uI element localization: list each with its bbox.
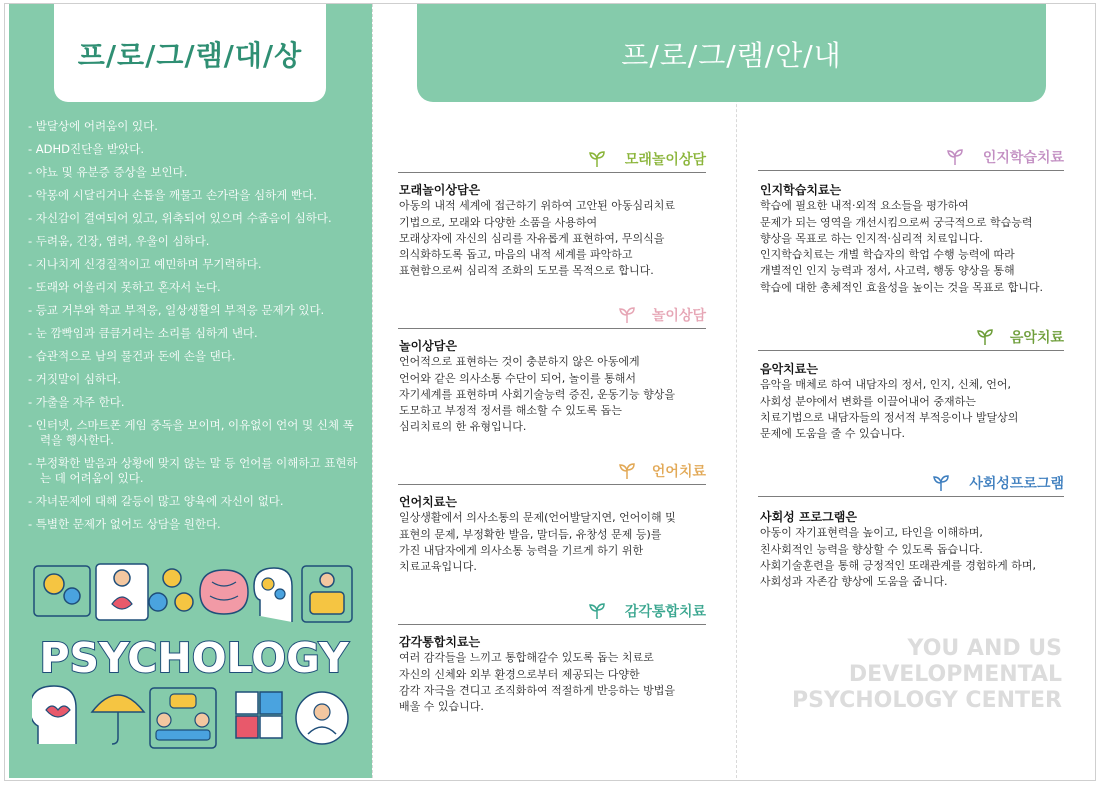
section-title: 사회성프로그램 — [969, 476, 1064, 492]
list-item: - 부정확한 발음과 상황에 맞지 않는 말 등 언어를 이해하고 표현하는 데 어려움이 있다. — [28, 456, 358, 485]
section-header-sandplay — [398, 146, 706, 173]
fold-line — [736, 4, 737, 778]
list-item: - 인터넷, 스마트폰 게임 중독을 보이며, 이유없이 언어 및 신체 폭력을 행사한다. — [28, 418, 354, 447]
section-body-sensory — [399, 634, 709, 715]
section-body-text: 아동의 내적 세계에 접근하기 위하여 고안된 아동심리치료 기법으로, 모래와 다양한 소품을 사용하여 모래상자에 자신의 심리를 자유롭게 표현하여, 무의식을 의식화하도록 돕고, 마음의 내적 세계를 파악하고 표현함으로써 심리적 조화의 도모를 목적으로 합니다. — [399, 199, 676, 278]
fold-line — [372, 4, 373, 778]
section-body-speech — [399, 494, 709, 575]
head-gears-icon — [254, 568, 292, 622]
section-body-title: 놀이상담은 — [399, 339, 457, 353]
section-body-title: 인지학습치료는 — [760, 183, 842, 197]
section-body-text: 아동이 자기표현력을 높이고, 타인을 이해하며, 친사회적인 능력을 향상할 수 있도록 돕습니다. 사회기술훈련을 통해 긍정적인 또래관계를 경험하게 하며, 사회성과 자존감 향상에 도움을 줍니다. — [760, 526, 1037, 589]
center-name: YOU AND US DEVELOPMENTAL PSYCHOLOGY CENTER — [791, 636, 1062, 713]
target-list — [28, 119, 358, 540]
section-body-title: 모래놀이상담은 — [399, 183, 481, 197]
emotion-faces-icon — [149, 569, 193, 611]
section-body-text: 여러 감각들을 느끼고 통합해갈수 있도록 돕는 치료로 자신의 신체와 외부 환경으로부터 제공되는 다양한 감각 자극을 견디고 조직화하여 적절하게 반응하는 방법을 배울 수 있습니다. — [399, 651, 676, 714]
section-header-sensory — [398, 598, 706, 625]
puzzle-icon — [236, 692, 282, 738]
person-target-icon — [296, 692, 348, 744]
heart-hands-icon — [96, 564, 148, 620]
sprout-icon — [588, 150, 606, 168]
list-item: - 등교 거부와 학교 부적응, 일상생활의 부적응 문제가 있다. — [28, 303, 325, 317]
right-title-banner — [417, 4, 1046, 102]
counseling-chat-icon — [150, 688, 216, 748]
section-header-music — [758, 324, 1064, 351]
list-item: - 또래와 어울리지 못하고 혼자서 논다. — [28, 280, 221, 294]
section-header-cognitive — [758, 144, 1064, 171]
list-item: - 악몽에 시달리거나 손톱을 깨물고 손가락을 심하게 빤다. — [28, 188, 317, 202]
section-body-text: 언어적으로 표현하는 것이 충분하지 않은 아동에게 언어와 같은 의사소통 수단이 되어, 놀이를 통해서 자기세계를 표현하며 사회기술능력 증진, 운동기능 향상을 도모하고 부정적 정서를 해소할 수 있도록 돕는 심리치료의 한 유형입니다. — [399, 355, 676, 434]
list-item: - 자신감이 결여되어 있고, 위축되어 있으며 수줍음이 심하다. — [28, 211, 332, 225]
list-item: - 야뇨 및 유분증 증상을 보인다. — [28, 165, 188, 179]
list-item: - 특별한 문제가 없어도 상담을 원한다. — [28, 517, 221, 531]
section-body-cognitive — [760, 182, 1070, 296]
section-body-title: 감각통합치료는 — [399, 635, 481, 649]
list-item: - 가출을 자주 한다. — [28, 395, 125, 409]
list-item: - 눈 깜빡임과 큼큼거리는 소리를 심하게 낸다. — [28, 326, 258, 340]
list-item: - 습관적으로 남의 물건과 돈에 손을 댄다. — [28, 349, 236, 363]
program-target-title: 프/로/그/램/대/상 — [77, 39, 303, 72]
section-body-title: 음악치료는 — [760, 362, 818, 376]
list-item: - 발달상에 어려움이 있다. — [28, 119, 158, 133]
section-title: 인지학습치료 — [982, 150, 1064, 166]
sprout-icon — [946, 148, 964, 166]
section-title: 음악치료 — [1009, 330, 1064, 346]
psychology-word: PSYCHOLOGY — [39, 634, 349, 682]
section-body-music — [760, 361, 1070, 442]
section-body-text: 일상생활에서 의사소통의 문제(언어발달지연, 언어이해 및 표현의 문제, 부정확한 발음, 말더듬, 유창성 문제 등)를 가진 내담자에게 의사소통 능력을 기르게 하기 위한 치료교육입니다. — [399, 511, 676, 574]
section-body-title: 언어치료는 — [399, 495, 457, 509]
section-body-text: 학습에 필요한 내적·외적 요소들을 평가하여 문제가 되는 영역을 개선시킴으로써 궁극적으로 학습능력 향상을 목표로 하는 인지적·심리적 치료입니다. 인지학습치료는 개별 학습자의 학업 수행 능력에 따라 개별적인 인지 능력과 정서, 사고력, 행동 양상을 통해 학습에 대한 총체적인 효율성을 높이는 것을 목표로 합니다. — [760, 199, 1043, 294]
list-item: - 거짓말이 심하다. — [28, 372, 121, 386]
person-armchair-icon — [302, 566, 352, 622]
section-header-speech — [398, 458, 706, 485]
list-item: - 지나치게 신경질적이고 예민하며 무기력하다. — [28, 257, 262, 271]
section-title: 감각통합치료 — [624, 604, 706, 620]
list-item: - ADHD진단을 받았다. — [28, 142, 144, 156]
section-header-play — [398, 302, 706, 329]
sprout-icon — [618, 306, 636, 324]
brain-gears-icon — [34, 566, 90, 616]
left-title-box — [54, 4, 326, 102]
section-title: 언어치료 — [651, 464, 706, 480]
section-body-text: 음악을 매체로 하여 내담자의 정서, 인지, 신체, 언어, 사회성 분야에서 변화를 이끌어내어 중재하는 치료기법으로 내담자들의 정서적 부적응이나 발달상의 문제에 도움을 줄 수 있습니다. — [760, 378, 1019, 441]
section-body-sandplay — [399, 182, 709, 280]
section-title: 놀이상담 — [651, 308, 706, 324]
list-item: - 두려움, 긴장, 염려, 우울이 심하다. — [28, 234, 210, 248]
brain-icon — [200, 570, 248, 614]
section-body-play — [399, 338, 709, 436]
sprout-icon — [932, 474, 950, 492]
section-title: 모래놀이상담 — [624, 152, 706, 168]
umbrella-icon — [92, 695, 144, 744]
sprout-icon — [618, 462, 636, 480]
section-body-social — [760, 509, 1070, 590]
section-header-social — [758, 470, 1064, 497]
program-guide-title: 프/로/그/램/안/내 — [621, 39, 842, 72]
list-item: - 자녀문제에 대해 갈등이 많고 양육에 자신이 없다. — [28, 494, 284, 508]
sprout-icon — [588, 602, 606, 620]
section-body-title: 사회성 프로그램은 — [760, 510, 857, 524]
head-heart-icon — [32, 686, 76, 744]
sprout-icon — [976, 328, 994, 346]
